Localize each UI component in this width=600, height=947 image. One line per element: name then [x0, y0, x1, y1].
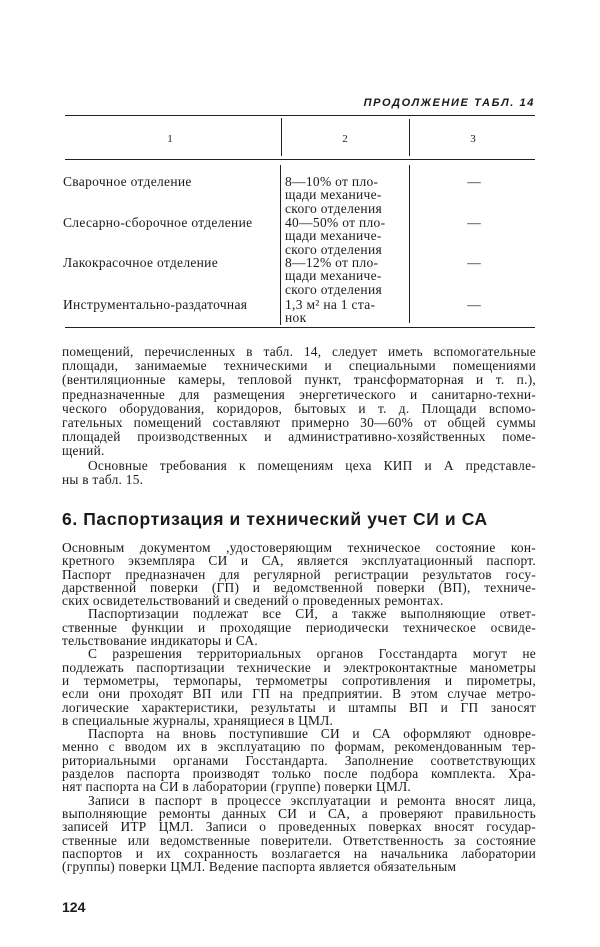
text-line: ны в табл. 15. [62, 471, 144, 487]
section-text [62, 541, 536, 873]
text-line: помещений, перечисленных в табл. 14, следует иметь вспомогательные [62, 344, 536, 359]
column-divider [409, 165, 410, 323]
column-divider [281, 118, 282, 156]
text-line: Паспорта на вновь поступившие СИ и СА оформляют одновре- [88, 726, 536, 742]
text-line: выполняющие ремонты данных СИ и СА, а проверяют правильность [62, 805, 536, 821]
text-line: паспортов и их сохранность возлагается на начальника лаборатории [62, 845, 536, 861]
text-line: подлежать паспортизации технические и электроконтактные манометры [62, 659, 536, 675]
text-line: площадей производственных и административно-хозяйственных поме- [62, 429, 536, 445]
text-line: Паспорт предназначен для регулярной регистрации результатов госу- [62, 566, 536, 582]
page-number: 124 [62, 899, 86, 915]
table-cell-note: — [467, 255, 481, 270]
table-cell-area [285, 216, 405, 256]
table-cell-note: — [467, 174, 481, 189]
column-number-2: 2 [342, 133, 348, 145]
table-continuation-label: ПРОДОЛЖЕНИЕ ТАБЛ. 14 [363, 97, 535, 109]
table-cell-line: ского отделения [285, 200, 382, 216]
table-cell-line: 1,3 м² на 1 ста- [285, 297, 376, 312]
table-cell-note: — [467, 297, 481, 312]
text-line: С разрешения территориальных органов Госстандарта могут не [88, 646, 536, 662]
text-line: дарственной поверки (ГП) и ведомственной поверки (ВП), техниче- [62, 579, 536, 595]
table-cell-line: 40—50% от пло- [285, 215, 386, 230]
table-cell-department: Сварочное отделение [63, 174, 192, 189]
text-line: ских освидетельствований и сведений о проведенных ремонтах. [62, 593, 444, 609]
text-line: менно с вводом их в эксплуатацию по формам, рекомендованным тер- [62, 739, 536, 755]
text-line: записей ИТР ЦМЛ. Записи о проведенных поверках вносят государ- [62, 819, 536, 835]
text-line: Основным документом ,удостоверяющим техническое состояние кон- [62, 540, 536, 555]
table-cell-area [285, 256, 405, 296]
text-line: площади, занимаемые техническими и специальными помещениями [62, 358, 536, 374]
table-cell-line: щади механиче- [285, 228, 382, 244]
text-line: Записи в паспорт в процессе эксплуатации и ремонта вносят лица, [88, 792, 536, 808]
text-line: (группы) поверки ЦМЛ. Ведение паспорта является обязательным [62, 859, 457, 875]
table-cell-department: Лакокрасочное отделение [63, 255, 218, 270]
text-line: в специальные журналы, хранящиеся в ЦМЛ. [62, 712, 334, 728]
table-cell-line: ского отделения [285, 281, 382, 297]
column-number-3: 3 [470, 133, 476, 145]
table-cell-line: ского отделения [285, 241, 382, 257]
table-cell-department: Слесарно-сборочное отделение [63, 215, 253, 230]
text-line: риториальными органами Госстандарта. Заполнение соответствующих [62, 752, 536, 768]
table-cell-area [285, 175, 405, 215]
text-line: щений. [62, 443, 105, 459]
table-cell-area [285, 298, 405, 325]
table-cell-line: щади механиче- [285, 268, 382, 284]
column-divider [280, 165, 281, 325]
section-heading: 6. Паспортизация и технический учет СИ и СА [62, 509, 488, 529]
table-cell-line: 8—12% от пло- [285, 255, 379, 270]
table-cell-department: Инструментально-раздаточная [63, 297, 248, 312]
table-cell-line: щади механиче- [285, 187, 382, 203]
text-line: гательных помещений составляют примерно 30—60% от общей суммы [62, 414, 536, 430]
text-line: ственные функции и проходящие периодически техническое освиде- [62, 619, 536, 635]
table-cell-line: нок [285, 310, 307, 326]
text-line: предназначенные для размещения энергетического и санитарно-техни- [62, 386, 536, 402]
text-line: ческого оборудования, коридоров, бытовых и т. д. Площади вспомо- [62, 400, 536, 416]
text-line: Основные требования к помещениям цеха КИП и А представле- [88, 457, 536, 473]
text-line: (вентиляционные камеры, тепловой пункт, трансформаторная и т. п.), [62, 372, 536, 388]
table-top-rule [65, 115, 535, 116]
text-line: разделов паспорта производят только после подбора комплекта. Хра- [62, 766, 536, 782]
text-line: если они проходят ВП или ГП на предприятии. В этом случае метро- [62, 686, 536, 702]
column-number-1: 1 [167, 133, 173, 145]
text-line: нят паспорта на СИ в лаборатории (группе) поверки ЦМЛ. [62, 779, 412, 795]
text-line: и термометры, термопары, термометры сопротивления и пирометры, [62, 672, 536, 688]
text-line: кретного экземпляра СИ и СА, является эксплуатационный паспорт. [62, 553, 536, 569]
table-cell-note: — [467, 215, 481, 230]
table-bottom-rule [65, 327, 535, 328]
text-line: ственные или ведомственные поверители. Ответственность за состояние [62, 832, 536, 848]
text-line: Паспортизации подлежат все СИ, а также выполняющие ответ- [88, 606, 536, 622]
text-line: тельствование индикаторы и СА. [62, 633, 258, 649]
column-divider [409, 119, 410, 156]
table-cell-line: 8—10% от пло- [285, 174, 379, 189]
intro-text [62, 345, 536, 487]
table-header-rule [65, 159, 535, 160]
text-line: логические характеристики, результаты и штампы ВП и ГП заносят [62, 699, 536, 715]
